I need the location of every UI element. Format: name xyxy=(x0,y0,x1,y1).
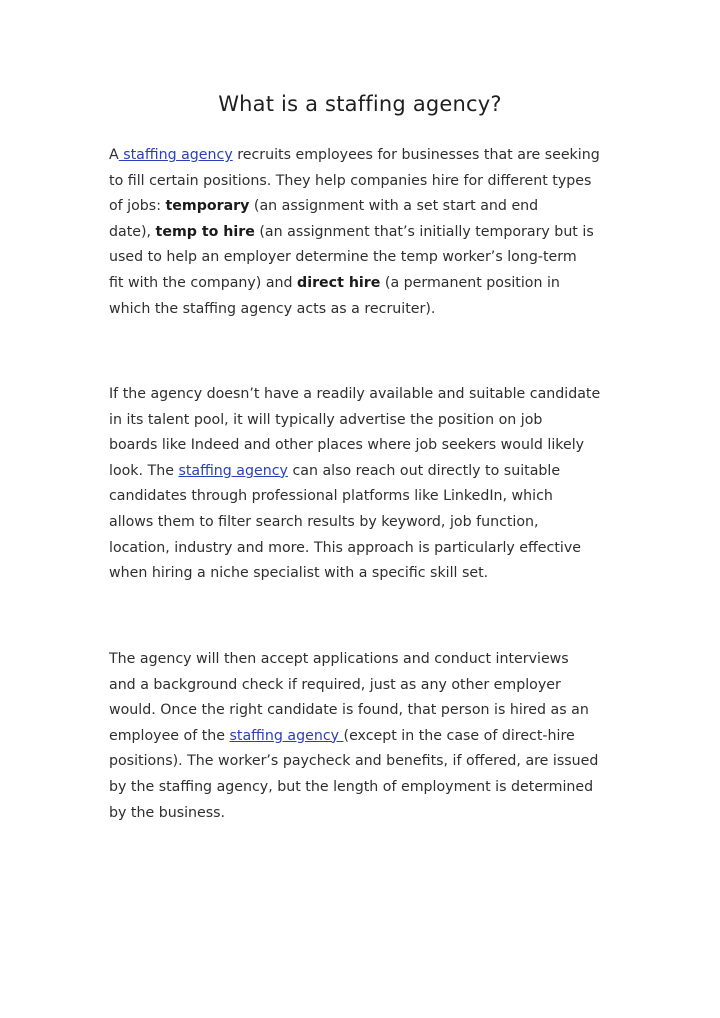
paragraph-line: The agency will then accept applications and conduct interviews xyxy=(109,651,569,667)
paragraph-line: If the agency doesn’t have a readily available and suitable candidate xyxy=(109,386,601,402)
paragraph-line: positions). The worker’s paycheck and benefits, if offered, are issued xyxy=(109,753,599,770)
text-run: fit with the company) and xyxy=(109,274,298,291)
paragraph-line xyxy=(109,143,619,169)
text-run: of jobs: xyxy=(109,198,166,215)
page-title: What is a staffing agency? xyxy=(218,92,502,116)
text-run: recruits employees for businesses that are seeking xyxy=(232,147,600,163)
text-run: date), xyxy=(109,223,156,240)
text-run: (an assignment with a set start and end xyxy=(249,198,539,215)
paragraph-hiring xyxy=(109,647,619,826)
paragraph-line xyxy=(109,271,619,297)
staffing-agency-link[interactable]: staffing agency xyxy=(178,462,288,479)
text-run: can also reach out directly to suitable xyxy=(287,462,561,479)
paragraph-sourcing xyxy=(109,382,619,587)
paragraph-line xyxy=(109,220,619,246)
text-run: (an assignment that’s initially temporary but is xyxy=(254,223,594,240)
text-run: (except in the case of direct-hire xyxy=(343,727,575,744)
term-direct-hire: direct hire xyxy=(297,274,381,291)
staffing-agency-link[interactable]: staffing agency xyxy=(229,727,344,744)
paragraph-line: which the staffing agency acts as a recruiter). xyxy=(109,300,436,317)
paragraph-definition xyxy=(109,143,619,322)
paragraph-line: in its talent pool, it will typically advertise the position on job xyxy=(109,411,543,428)
term-temp-to-hire: temp to hire xyxy=(155,223,255,240)
term-temporary: temporary xyxy=(165,198,250,215)
paragraph-line: when hiring a niche specialist with a specific skill set. xyxy=(109,565,489,582)
text-run: look. The xyxy=(109,462,179,479)
paragraph-line: boards like Indeed and other places where job seekers would likely xyxy=(109,437,585,454)
paragraph-line: used to help an employer determine the temp worker’s long-term xyxy=(109,249,577,266)
paragraph-line xyxy=(109,724,619,750)
paragraph-line xyxy=(109,459,619,485)
paragraph-line: location, industry and more. This approach is particularly effective xyxy=(109,539,581,556)
paragraph-line: by the business. xyxy=(109,804,226,821)
text-run: (a permanent position in xyxy=(380,274,560,291)
paragraph-line: candidates through professional platforms like LinkedIn, which xyxy=(109,488,553,505)
paragraph-line xyxy=(109,194,619,220)
staffing-agency-link[interactable]: staffing agency xyxy=(118,147,233,163)
paragraph-line: would. Once the right candidate is found, that person is hired as an xyxy=(109,702,589,719)
paragraph-line: by the staffing agency, but the length of employment is determined xyxy=(109,778,594,795)
paragraph-line: allows them to filter search results by keyword, job function, xyxy=(109,513,539,530)
text-run: employee of the xyxy=(109,727,230,744)
paragraph-line: and a background check if required, just as any other employer xyxy=(109,676,561,693)
paragraph-line: to fill certain positions. They help companies hire for different types xyxy=(109,172,592,189)
text-run: A xyxy=(109,147,119,163)
